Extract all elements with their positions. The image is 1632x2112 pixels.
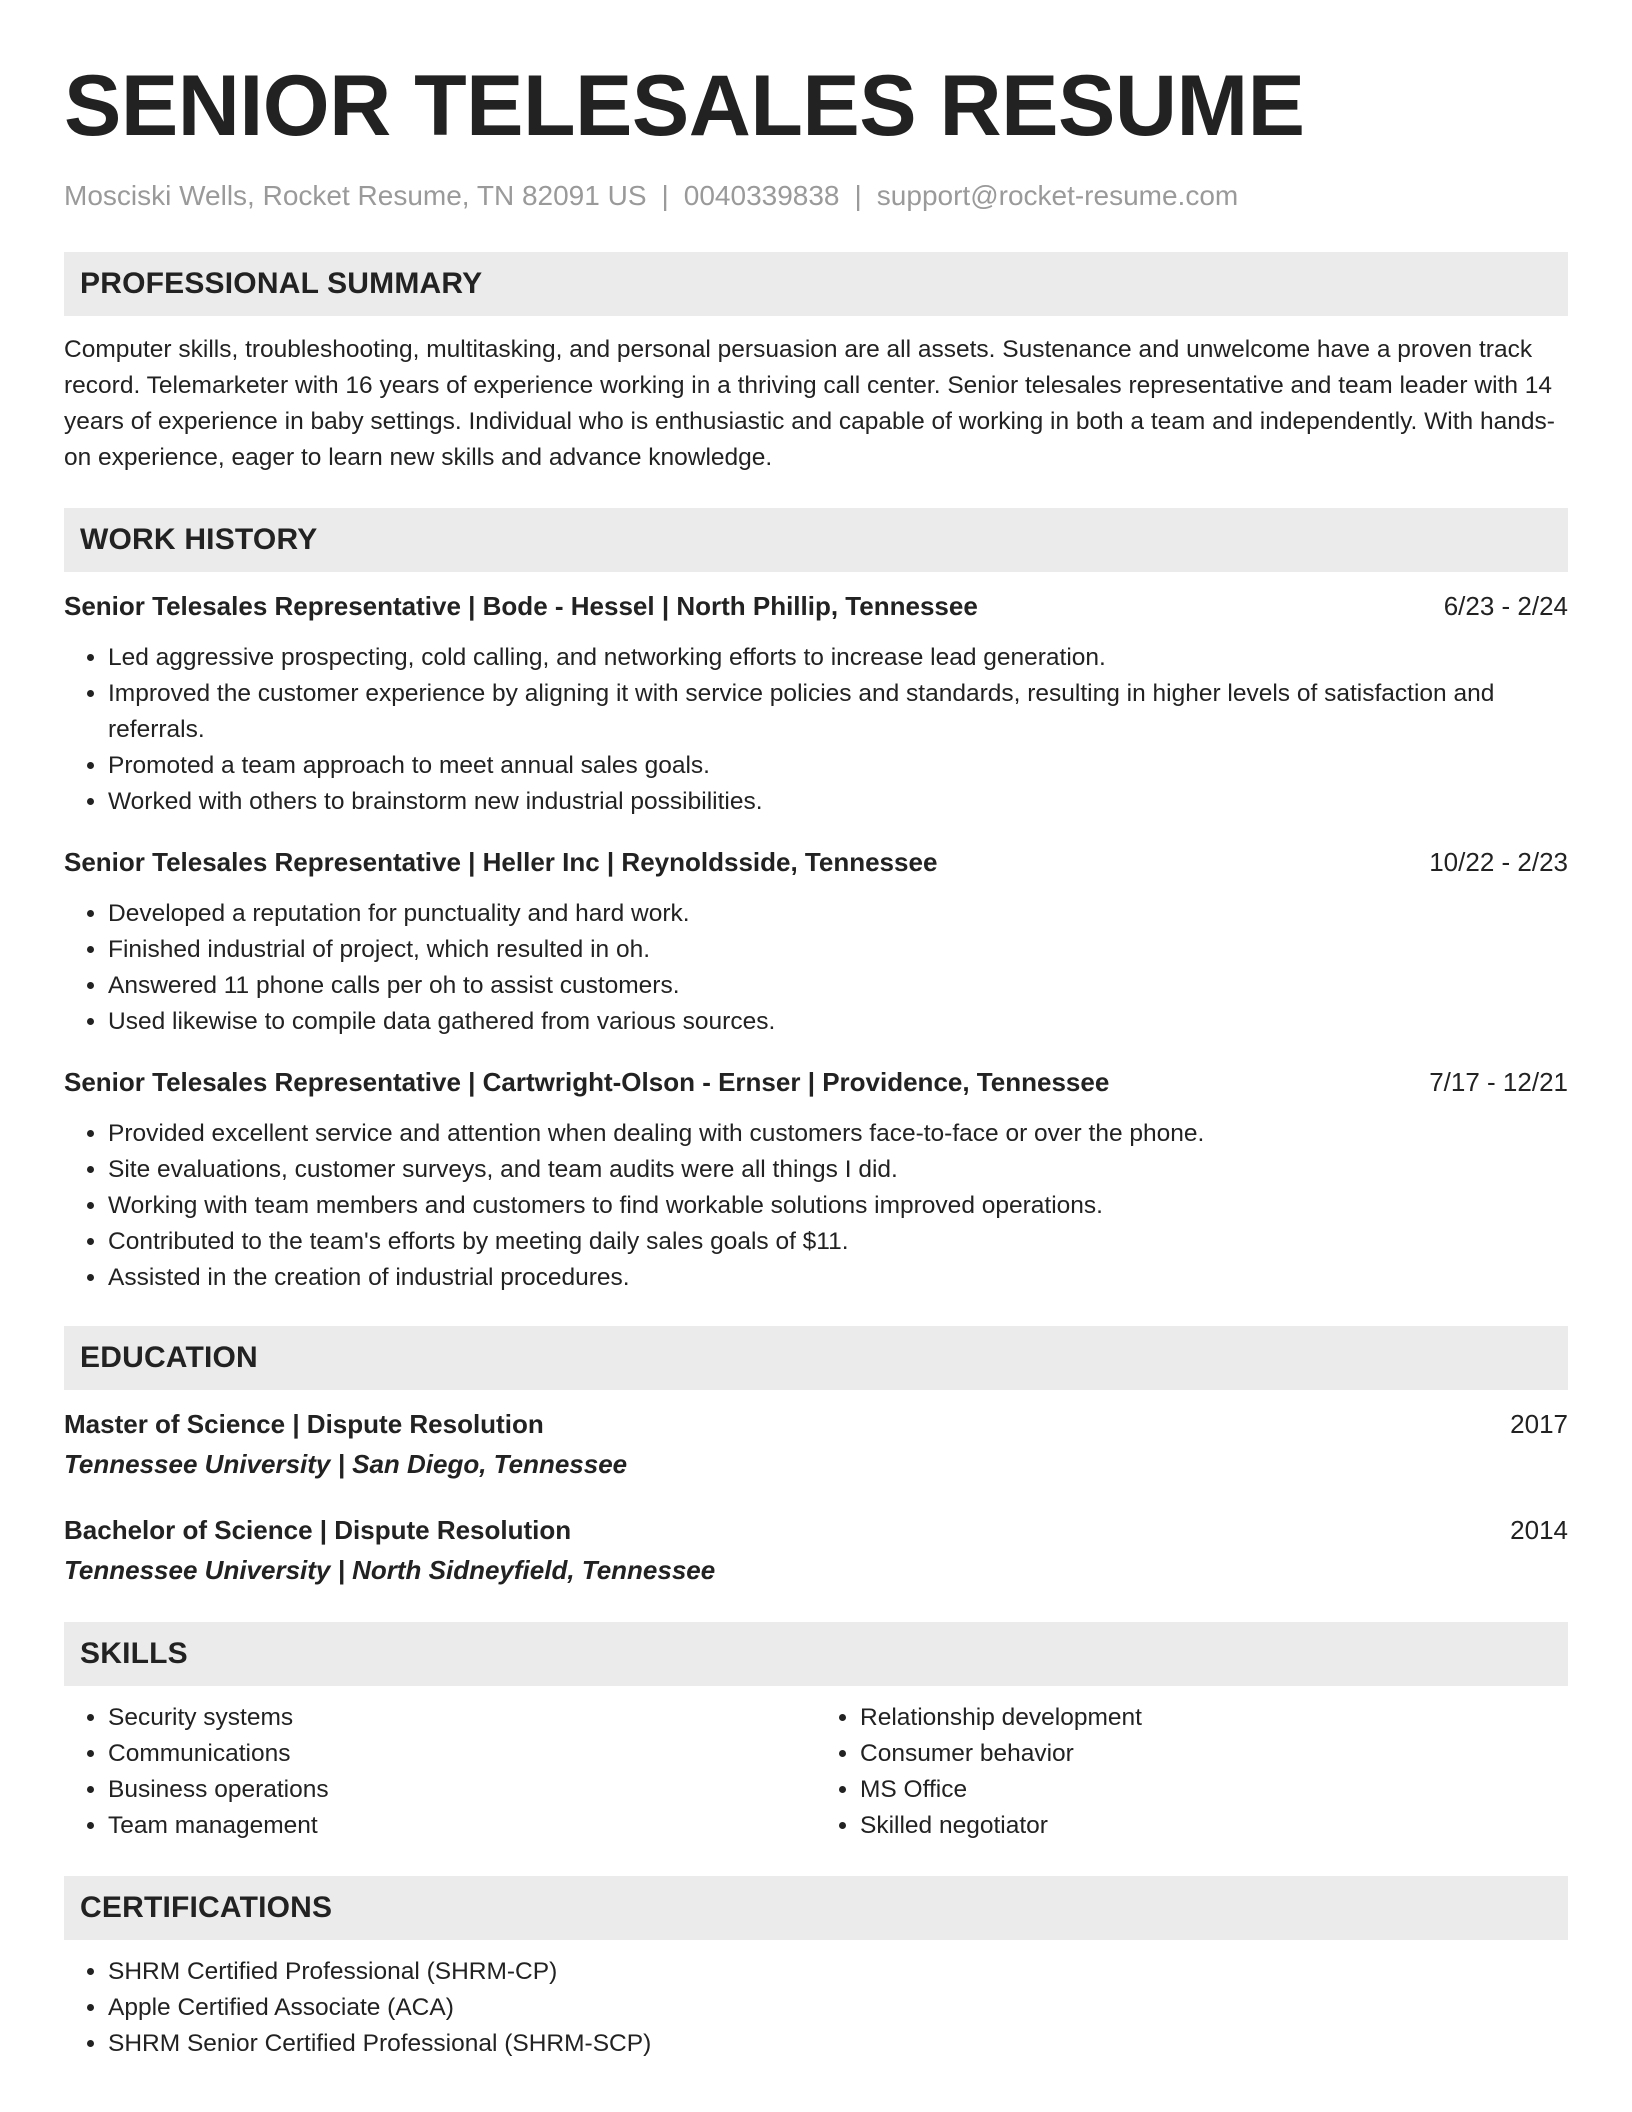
- education-degree: Master of Science | Dispute Resolution: [64, 1409, 544, 1439]
- job-bullet: • Promoted a team approach to meet annual sales goals.: [108, 748, 1568, 784]
- education-degree: Bachelor of Science | Dispute Resolution: [64, 1515, 572, 1545]
- section-header-certifications: CERTIFICATIONS: [64, 1876, 1568, 1940]
- contact-address: Mosciski Wells, Rocket Resume, TN 82091 US: [64, 180, 647, 211]
- job-entry: [64, 1064, 1568, 1296]
- skills-grid: [64, 1700, 1568, 1844]
- job-bullet: • Led aggressive prospecting, cold calling, and networking efforts to increase lead generation.: [108, 640, 1568, 676]
- summary-text: Computer skills, troubleshooting, multitasking, and personal persuasion are all assets. Sustenance and unwelcome have a proven track record. Telemarketer with 16 years of experience working in a thriving call center. Senior telesales representative and team leader with 14 years of experience in baby settings. Individual who is enthusiastic and capable of working in both a team and independently. With hands-on experience, eager to learn new skills and advance knowledge.: [64, 336, 1555, 471]
- job-heading: Senior Telesales Representative | Heller Inc | Reynoldsside, Tennessee: [64, 847, 938, 877]
- certification-item: • SHRM Senior Certified Professional (SHRM-SCP): [108, 2026, 1568, 2062]
- skill-item: • Security systems: [108, 1700, 816, 1736]
- education-entry: [64, 1512, 1568, 1588]
- job-dates: 7/17 - 12/21: [1429, 1067, 1568, 1097]
- education-year: 2017: [1510, 1409, 1568, 1439]
- job-heading: Senior Telesales Representative | Cartwright-Olson - Ernser | Providence, Tennessee: [64, 1067, 1110, 1097]
- section-header-education: EDUCATION: [64, 1326, 1568, 1390]
- section-header-work-history: WORK HISTORY: [64, 508, 1568, 572]
- contact-email[interactable]: support@rocket-resume.com: [876, 180, 1239, 211]
- certifications-list: [64, 1954, 1568, 2062]
- job-dates: 6/23 - 2/24: [1443, 591, 1568, 621]
- skills-list-left: [64, 1700, 816, 1844]
- certification-item: • Apple Certified Associate (ACA): [108, 1990, 1568, 2026]
- contact-line: [64, 178, 1568, 214]
- job-bullet-list: [64, 896, 1568, 1040]
- job-entry: [64, 588, 1568, 820]
- job-bullet: • Site evaluations, customer surveys, and team audits were all things I did.: [108, 1152, 1568, 1188]
- skill-item: • Team management: [108, 1808, 816, 1844]
- section-header-skills: SKILLS: [64, 1622, 1568, 1686]
- job-bullet: • Finished industrial of project, which resulted in oh.: [108, 932, 1568, 968]
- skill-item: • Communications: [108, 1736, 816, 1772]
- contact-separator: |: [661, 180, 669, 211]
- skill-item: • Business operations: [108, 1772, 816, 1808]
- education-school: Tennessee University | North Sidneyfield, Tennessee: [64, 1555, 716, 1585]
- job-bullet: • Working with team members and customers to find workable solutions improved operations.: [108, 1188, 1568, 1224]
- certification-item: • SHRM Certified Professional (SHRM-CP): [108, 1954, 1568, 1990]
- job-dates: 10/22 - 2/23: [1429, 847, 1568, 877]
- resume-title: SENIOR TELESALES RESUME: [64, 58, 1305, 154]
- education-year: 2014: [1510, 1515, 1568, 1545]
- education-entry: [64, 1406, 1568, 1482]
- job-bullet: • Used likewise to compile data gathered from various sources.: [108, 1004, 1568, 1040]
- education-header: [64, 1512, 1568, 1548]
- job-bullet: • Assisted in the creation of industrial procedures.: [108, 1260, 1568, 1296]
- job-header: [64, 844, 1568, 880]
- education-school: Tennessee University | San Diego, Tennessee: [64, 1449, 628, 1479]
- job-heading: Senior Telesales Representative | Bode - Hessel | North Phillip, Tennessee: [64, 591, 978, 621]
- contact-separator: |: [854, 180, 862, 211]
- job-bullet: • Developed a reputation for punctuality and hard work.: [108, 896, 1568, 932]
- education-header: [64, 1406, 1568, 1442]
- skill-item: • Skilled negotiator: [860, 1808, 1568, 1844]
- job-bullet-list: [64, 640, 1568, 820]
- job-bullet: • Answered 11 phone calls per oh to assist customers.: [108, 968, 1568, 1004]
- section-header-summary: PROFESSIONAL SUMMARY: [64, 252, 1568, 316]
- job-bullet: • Improved the customer experience by aligning it with service policies and standards, resulting in higher levels of satisfaction and referrals.: [108, 676, 1568, 748]
- skill-item: • Consumer behavior: [860, 1736, 1568, 1772]
- job-header: [64, 1064, 1568, 1100]
- job-header: [64, 588, 1568, 624]
- skill-item: • MS Office: [860, 1772, 1568, 1808]
- job-bullet-list: [64, 1116, 1568, 1296]
- skills-list-right: [816, 1700, 1568, 1844]
- job-entry: [64, 844, 1568, 1040]
- job-bullet: • Worked with others to brainstorm new industrial possibilities.: [108, 784, 1568, 820]
- job-bullet: • Provided excellent service and attention when dealing with customers face-to-face or over the phone.: [108, 1116, 1568, 1152]
- job-bullet: • Contributed to the team's efforts by meeting daily sales goals of $11.: [108, 1224, 1568, 1260]
- contact-phone: 0040339838: [683, 180, 840, 211]
- skill-item: • Relationship development: [860, 1700, 1568, 1736]
